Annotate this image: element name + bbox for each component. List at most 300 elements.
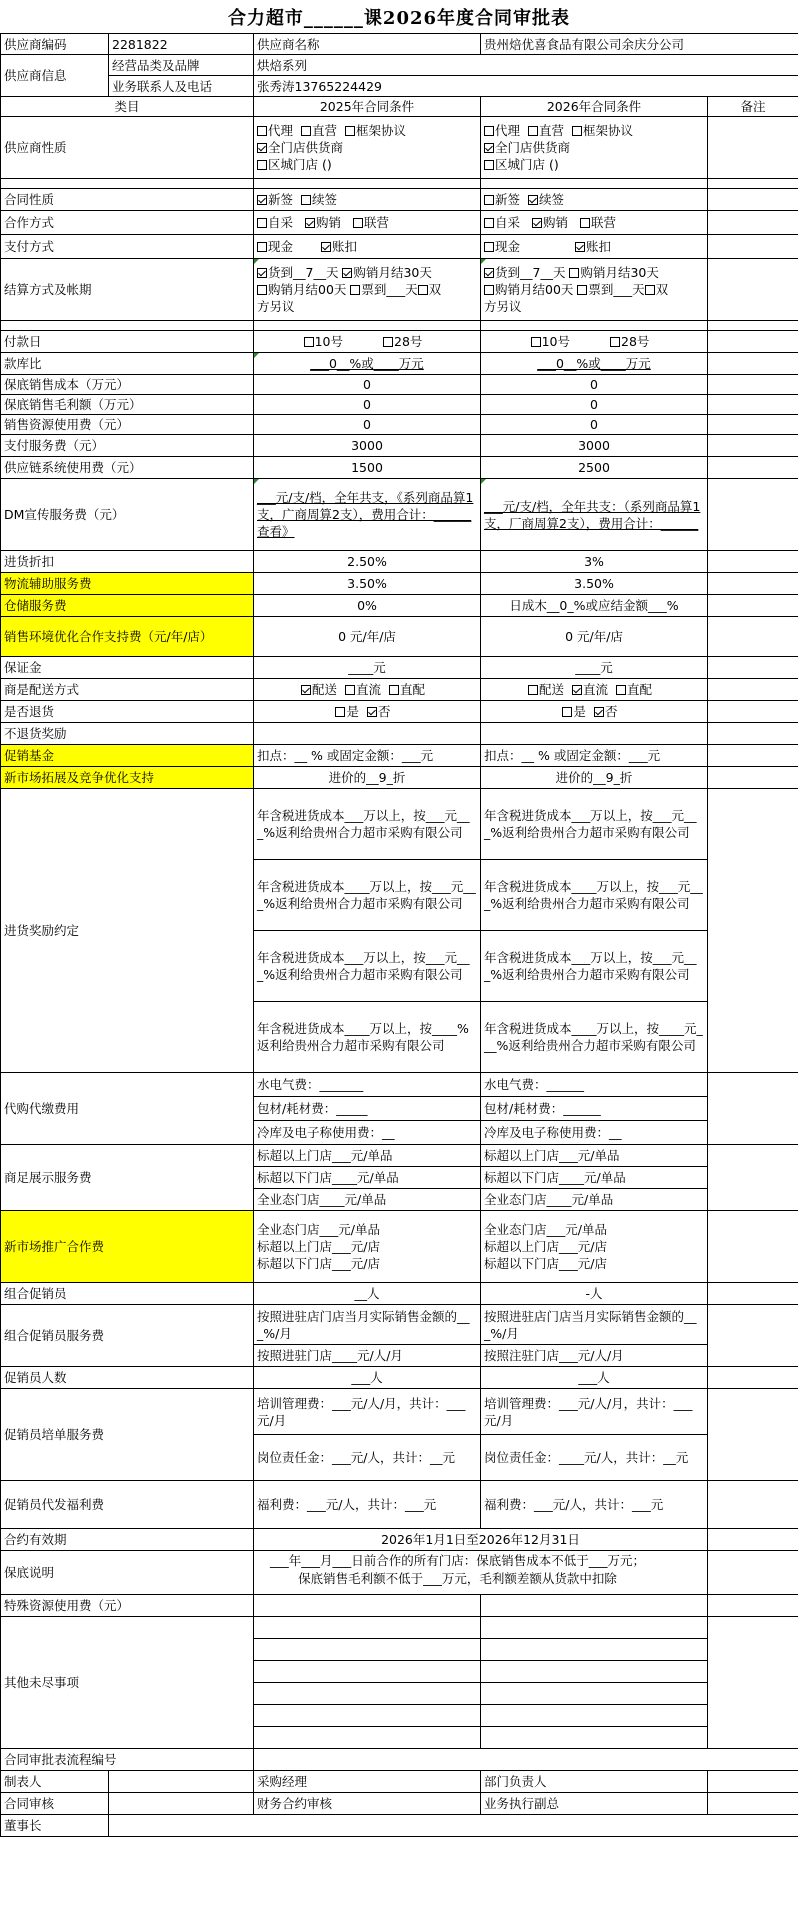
service-fee-2025[interactable]: 3000 — [254, 435, 481, 457]
remark-cell[interactable] — [708, 617, 798, 657]
promoter-service-2025-2[interactable]: 按照进驻门店____元/人/月 — [254, 1345, 481, 1367]
new-market-line: 全业态门店___元/单品 — [257, 1222, 380, 1237]
cooperation-2026 — [481, 211, 708, 235]
label-guarantee-cost: 保底销售成本（万元） — [1, 375, 254, 395]
new-market-line: 全业态门店___元/单品 — [484, 1222, 607, 1237]
remark-cell[interactable] — [708, 1617, 798, 1749]
option-label: 代理 — [495, 123, 521, 138]
no-return-reward-2026[interactable] — [481, 723, 708, 745]
spacer-cell — [708, 179, 798, 189]
other-cell[interactable] — [481, 1705, 708, 1727]
system-fee-2026[interactable]: 2500 — [481, 457, 708, 479]
option-label: 28号 — [621, 334, 650, 349]
remark-cell[interactable] — [708, 259, 798, 321]
row-return — [1, 701, 798, 723]
training-2025-2[interactable]: 岗位责任金：___元/人，共计：__元 — [254, 1435, 481, 1481]
cooperation-2025 — [254, 211, 481, 235]
new-market-line: 标超以上门店___元/店 — [257, 1239, 380, 1254]
other-cell[interactable] — [481, 1727, 708, 1749]
checkbox-day10-2026[interactable] — [531, 337, 541, 347]
checkbox-framework-2026[interactable] — [572, 126, 582, 136]
label-stock-ratio: 款库比 — [1, 353, 254, 375]
row-stock-ratio — [1, 353, 798, 375]
row-supplier-code — [1, 34, 798, 55]
deposit-2025[interactable]: ____元 — [254, 657, 481, 679]
purchase-discount-2026[interactable]: 3% — [481, 551, 708, 573]
promoter-service-2025-1[interactable]: 按照进驻店门店当月实际销售金额的___%/月 — [254, 1305, 481, 1345]
checkbox-deduct-2025[interactable] — [321, 242, 331, 252]
row-training-1 — [1, 1389, 798, 1435]
spacer-cell — [254, 179, 481, 189]
other-cell[interactable] — [481, 1617, 708, 1639]
remark-cell[interactable] — [708, 1145, 798, 1211]
checkbox-invoice-2025[interactable] — [350, 285, 360, 295]
settlement-text: 货到__7__天 — [495, 265, 570, 280]
value-supplier-name[interactable]: 贵州焙优喜食品有限公司余庆分公司 — [481, 34, 798, 55]
remark-cell[interactable] — [708, 551, 798, 573]
dm-fee-text: ___元/支/档，全年共支，《系列商品算1支，广商周算2支），费用合计：______查看》 — [257, 490, 474, 539]
remark-cell[interactable] — [708, 117, 798, 179]
checkbox-regional-2025[interactable] — [257, 160, 267, 170]
payment-2025 — [254, 235, 481, 259]
label-system-fee: 供应链系统使用费（元） — [1, 457, 254, 479]
checkbox-joint-2026[interactable] — [580, 218, 590, 228]
option-label: 框架协议 — [583, 123, 634, 138]
remark-cell[interactable] — [708, 1481, 798, 1529]
checkbox-direct-send-2025[interactable] — [389, 685, 399, 695]
checkbox-renew-2026[interactable] — [528, 195, 538, 205]
promoter-service-2026-1[interactable]: 按照进驻店门店当月实际销售金额的___%/月 — [481, 1305, 708, 1345]
row-promo-fund — [1, 745, 798, 767]
other-cell[interactable] — [481, 1661, 708, 1683]
remark-cell[interactable] — [708, 723, 798, 745]
proxy-2026-utilities[interactable]: 水电气费：______ — [481, 1073, 708, 1097]
settlement-text: 方另议 — [484, 299, 522, 314]
other-cell[interactable] — [254, 1617, 481, 1639]
special-resource-2026[interactable] — [481, 1595, 708, 1617]
option-label: 自采 — [268, 215, 294, 230]
exec-vp-sign[interactable] — [708, 1793, 798, 1815]
row-reward-1 — [1, 789, 798, 860]
label-return: 是否退货 — [1, 701, 254, 723]
label-logistics-fee: 物流辅助服务费 — [1, 573, 254, 595]
label-settlement: 结算方式及帐期 — [1, 259, 254, 321]
label-contract-review: 合同审核 — [1, 1793, 109, 1815]
option-label: 账扣 — [586, 239, 612, 254]
remark-cell[interactable] — [708, 189, 798, 211]
remark-cell[interactable] — [708, 1367, 798, 1389]
market-expansion-2026[interactable]: 进价的__9_折 — [481, 767, 708, 789]
value-supplier-code[interactable]: 2281822 — [109, 34, 254, 55]
remark-cell[interactable] — [708, 679, 798, 701]
option-label: 联营 — [591, 215, 617, 230]
spacer-cell — [481, 321, 708, 331]
deposit-2026[interactable]: ____元 — [481, 657, 708, 679]
row-spacer — [1, 321, 798, 331]
resource-fee-2026[interactable]: 0 — [481, 415, 708, 435]
display-2025-1[interactable]: 标超以上门店___元/单品 — [254, 1145, 481, 1167]
checkbox-distribution-2026[interactable] — [528, 685, 538, 695]
header-2026: 2026年合同条件 — [481, 97, 708, 117]
remark-cell[interactable] — [708, 457, 798, 479]
label-supplier-nature: 供应商性质 — [1, 117, 254, 179]
dm-fee-text: ___元/支/档，全年共支：（系列商品算1支，厂商周算2支），费用合计：______ — [484, 498, 701, 531]
row-welfare — [1, 1481, 798, 1529]
label-purchase-reward: 进货奖励约定 — [1, 789, 254, 1073]
option-label: 现金 — [268, 239, 294, 254]
label-dept-head: 部门负责人 — [481, 1771, 708, 1793]
checkbox-delivery-2026[interactable] — [484, 268, 494, 278]
remark-cell[interactable] — [708, 353, 798, 375]
reward-2026-4[interactable]: 年含税进货成本____万以上，按____元___%返利给贵州合力超市采购有限公司 — [481, 1002, 708, 1073]
remark-cell[interactable] — [708, 595, 798, 617]
display-2025-2[interactable]: 标超以下门店____元/单品 — [254, 1167, 481, 1189]
row-special-resource — [1, 1595, 798, 1617]
reward-2026-3[interactable]: 年含税进货成本___万以上，按___元___%返利给贵州合力超市采购有限公司 — [481, 931, 708, 1002]
label-finance-review: 财务合约审核 — [254, 1793, 481, 1815]
option-label: 账扣 — [332, 239, 358, 254]
checkbox-agent-2025[interactable] — [257, 126, 267, 136]
row-delivery-method — [1, 679, 798, 701]
row-service-fee — [1, 435, 798, 457]
proxy-2026-cold[interactable]: 冷库及电子称使用费：__ — [481, 1121, 708, 1145]
option-label: 10号 — [314, 334, 343, 349]
other-cell[interactable] — [254, 1639, 481, 1661]
row-guarantee-cost — [1, 375, 798, 395]
checkbox-return-yes-2025[interactable] — [335, 707, 345, 717]
display-2026-1[interactable]: 标超以上门店___元/单品 — [481, 1145, 708, 1167]
remark-cell[interactable] — [708, 1529, 798, 1551]
row-display-1 — [1, 1145, 798, 1167]
proxy-2025-packaging[interactable]: 包材/耗材费：_____ — [254, 1097, 481, 1121]
label-payment-day: 付款日 — [1, 331, 254, 353]
row-no-return-reward — [1, 723, 798, 745]
checkbox-all-stores-2025[interactable] — [257, 143, 267, 153]
label-deposit: 保证金 — [1, 657, 254, 679]
row-promoter-service-1 — [1, 1305, 798, 1345]
remark-cell[interactable] — [708, 657, 798, 679]
remark-cell[interactable] — [708, 479, 798, 551]
reward-2025-3[interactable]: 年含税进货成本___万以上，按___元___%返利给贵州合力超市采购有限公司 — [254, 931, 481, 1002]
new-market-line: 标超以下门店___元/店 — [257, 1256, 380, 1271]
promoter-group-2025[interactable]: __人 — [254, 1283, 481, 1305]
reward-2025-4[interactable]: 年含税进货成本____万以上，按____%返利给贵州合力超市采购有限公司 — [254, 1002, 481, 1073]
welfare-2026[interactable]: 福利费：___元/人，共计：___元 — [481, 1481, 708, 1529]
option-label: 新签 — [268, 192, 294, 207]
flow-number-value[interactable] — [254, 1749, 798, 1771]
label-training-fee: 促销员培单服务费 — [1, 1389, 254, 1481]
label-supplier-name: 供应商名称 — [254, 34, 481, 55]
spacer-cell — [481, 179, 708, 189]
stock-ratio-2025[interactable]: ___0__%或____万元 — [254, 353, 481, 375]
market-expansion-2025[interactable]: 进价的__9_折 — [254, 767, 481, 789]
checkbox-regional-2026[interactable] — [484, 160, 494, 170]
checkbox-cash-2025[interactable] — [257, 242, 267, 252]
settlement-text: 双 — [428, 282, 442, 297]
checkbox-direct-2026[interactable] — [528, 126, 538, 136]
checkbox-new-2025[interactable] — [257, 195, 267, 205]
remark-cell[interactable] — [708, 767, 798, 789]
value-contact[interactable]: 张秀涛13765224429 — [254, 76, 798, 97]
option-label: 续签 — [312, 192, 338, 207]
spacer-cell — [708, 321, 798, 331]
validity-value[interactable]: 2026年1月1日至2026年12月31日 — [254, 1529, 708, 1551]
row-column-headers — [1, 97, 798, 117]
row-cooperation — [1, 211, 798, 235]
checkbox-self-purchase-2026[interactable] — [484, 218, 494, 228]
settlement-text: 购销月结00天 — [495, 282, 578, 297]
label-chairman: 董事长 — [1, 1815, 109, 1837]
checkbox-direct-2025[interactable] — [301, 126, 311, 136]
row-payment — [1, 235, 798, 259]
display-2026-2[interactable]: 标超以下门店____元/单品 — [481, 1167, 708, 1189]
row-promoter-group — [1, 1283, 798, 1305]
remark-cell[interactable] — [708, 1211, 798, 1283]
other-cell[interactable] — [254, 1727, 481, 1749]
label-contract-type: 合同性质 — [1, 189, 254, 211]
checkbox-day28-2026[interactable] — [610, 337, 620, 347]
checkbox-joint-2025[interactable] — [353, 218, 363, 228]
logistics-fee-2025[interactable]: 3.50% — [254, 573, 481, 595]
training-2026-1[interactable]: 培训管理费：___元/人/月，共计：___元/月 — [481, 1389, 708, 1435]
promo-fund-2025[interactable]: 扣点：__ % 或固定金额：___元 — [254, 745, 481, 767]
label-other-matters: 其他未尽事项 — [1, 1617, 254, 1749]
checkbox-deduct-2026[interactable] — [575, 242, 585, 252]
guarantee-note-value[interactable]: ___年___月___日前合作的所有门店：保底销售成本不低于___万元；保底销售毛利额不低于___万元，毛利额差额从货款中扣除 — [254, 1551, 708, 1595]
label-service-fee: 支付服务费（元） — [1, 435, 254, 457]
row-other-1 — [1, 1617, 798, 1639]
label-display-fee: 商足展示服务费 — [1, 1145, 254, 1211]
page-title: 合力超市______课2026年度合同审批表 — [227, 7, 571, 29]
option-label: 自采 — [495, 215, 521, 230]
option-label: 否 — [605, 704, 618, 719]
settlement-text: 票到___天 — [588, 282, 645, 297]
row-contract-type — [1, 189, 798, 211]
other-cell[interactable] — [481, 1683, 708, 1705]
row-sign-3 — [1, 1815, 798, 1837]
option-label: 联营 — [364, 215, 390, 230]
checkbox-agent-2026[interactable] — [484, 126, 494, 136]
row-proxy-1 — [1, 1073, 798, 1097]
proxy-2026-packaging[interactable]: 包材/耗材费：______ — [481, 1097, 708, 1121]
remark-cell[interactable] — [708, 1073, 798, 1145]
special-resource-2025[interactable] — [254, 1595, 481, 1617]
checkbox-sales-monthly-2025[interactable] — [257, 285, 267, 295]
welfare-2025[interactable]: 福利费：___元/人，共计：___元 — [254, 1481, 481, 1529]
dept-head-sign[interactable] — [708, 1771, 798, 1793]
checkbox-cash-2026[interactable] — [484, 242, 494, 252]
checkbox-self-purchase-2025[interactable] — [257, 218, 267, 228]
no-return-reward-2025[interactable] — [254, 723, 481, 745]
remark-cell[interactable] — [708, 395, 798, 415]
display-2025-3[interactable]: 全业态门店____元/单品 — [254, 1189, 481, 1211]
option-label: 直营 — [539, 123, 565, 138]
row-system-fee — [1, 457, 798, 479]
label-guarantee-note: 保底说明 — [1, 1551, 254, 1595]
checkbox-consignment-2025[interactable] — [305, 218, 315, 228]
row-env-fee — [1, 617, 798, 657]
promo-fund-2026[interactable]: 扣点：__ % 或固定金额：___元 — [481, 745, 708, 767]
contract-review-sign[interactable] — [109, 1793, 254, 1815]
service-fee-2026[interactable]: 3000 — [481, 435, 708, 457]
training-2026-2[interactable]: 岗位责任金：____元/人，共计：__元 — [481, 1435, 708, 1481]
stock-ratio-2026[interactable]: ___0__%或____万元 — [481, 353, 708, 375]
row-purchase-discount — [1, 551, 798, 573]
checkbox-day28-2025[interactable] — [383, 337, 393, 347]
logistics-fee-2026[interactable]: 3.50% — [481, 573, 708, 595]
label-resource-fee: 销售资源使用费（元） — [1, 415, 254, 435]
label-special-resource: 特殊资源使用费（元） — [1, 1595, 254, 1617]
remark-cell[interactable] — [708, 331, 798, 353]
remark-cell[interactable] — [708, 745, 798, 767]
checkbox-consignment-2026[interactable] — [532, 218, 542, 228]
checkbox-direct-flow-2025[interactable] — [345, 685, 355, 695]
env-fee-2025[interactable]: 0 元/年/店 — [254, 617, 481, 657]
other-cell[interactable] — [254, 1661, 481, 1683]
option-label: 续签 — [539, 192, 565, 207]
row-guarantee-note — [1, 1551, 798, 1595]
checkbox-return-no-2026[interactable] — [594, 707, 604, 717]
label-flow-number: 合同审批表流程编号 — [1, 1749, 254, 1771]
label-preparer: 制表人 — [1, 1771, 109, 1793]
checkbox-invoice-2026[interactable] — [577, 285, 587, 295]
option-label: 区城门店 () — [268, 157, 332, 172]
new-market-2026[interactable] — [481, 1211, 708, 1283]
new-market-line: 标超以上门店___元/店 — [484, 1239, 607, 1254]
warehouse-fee-2026[interactable]: 日成木__0_%或应结金额___% — [481, 595, 708, 617]
row-guarantee-margin — [1, 395, 798, 415]
option-label: 直流 — [582, 682, 608, 697]
remark-cell[interactable] — [708, 573, 798, 595]
settlement-text: 货到__7__天 — [268, 265, 343, 280]
remark-cell[interactable] — [708, 1595, 798, 1617]
remark-cell[interactable] — [708, 211, 798, 235]
promoter-group-2026[interactable]: -人 — [481, 1283, 708, 1305]
remark-cell[interactable] — [708, 789, 798, 1073]
remark-cell[interactable] — [708, 701, 798, 723]
remark-cell[interactable] — [708, 1283, 798, 1305]
payment-2026 — [481, 235, 708, 259]
header-remark: 备注 — [708, 97, 798, 117]
settlement-text: 购销月结30天 — [580, 265, 659, 280]
remark-cell[interactable] — [708, 1551, 798, 1595]
purchase-discount-2025[interactable]: 2.50% — [254, 551, 481, 573]
option-label: 直营 — [312, 123, 338, 138]
remark-cell[interactable] — [708, 415, 798, 435]
reward-2025-2[interactable]: 年含税进货成本____万以上，按___元___%返利给贵州合力超市采购有限公司 — [254, 860, 481, 931]
option-label: 新签 — [495, 192, 521, 207]
remark-cell[interactable] — [708, 435, 798, 457]
value-category-brand[interactable]: 烘焙系列 — [254, 55, 798, 76]
remark-cell[interactable] — [708, 375, 798, 395]
checkbox-new-2026[interactable] — [484, 195, 494, 205]
checkbox-day10-2025[interactable] — [304, 337, 314, 347]
row-warehouse-fee — [1, 595, 798, 617]
reward-2025-1[interactable]: 年含税进货成本___万以上，按___元___%返利给贵州合力超市采购有限公司 — [254, 789, 481, 860]
row-deposit — [1, 657, 798, 679]
checkbox-monthly-2025[interactable] — [342, 268, 352, 278]
promoter-service-2026-2[interactable]: 按照注驻门店___元/人/月 — [481, 1345, 708, 1367]
label-dm-fee: DM宣传服务费（元） — [1, 479, 254, 551]
checkbox-other-2026[interactable] — [645, 285, 655, 295]
warehouse-fee-2025[interactable]: 0% — [254, 595, 481, 617]
system-fee-2025[interactable]: 1500 — [254, 457, 481, 479]
label-purchase-discount: 进货折扣 — [1, 551, 254, 573]
reward-2026-2[interactable]: 年含税进货成本____万以上，按___元___%返利给贵州合力超市采购有限公司 — [481, 860, 708, 931]
row-validity — [1, 1529, 798, 1551]
option-label: 直配 — [627, 682, 653, 697]
option-label: 直流 — [355, 682, 381, 697]
guarantee-margin-2026[interactable]: 0 — [481, 395, 708, 415]
row-market-expansion — [1, 767, 798, 789]
option-label: 直配 — [400, 682, 426, 697]
row-logistics-fee — [1, 573, 798, 595]
new-market-2025[interactable] — [254, 1211, 481, 1283]
reward-2026-1[interactable]: 年含税进货成本___万以上，按___元___%返利给贵州合力超市采购有限公司 — [481, 789, 708, 860]
guarantee-cost-2026[interactable]: 0 — [481, 375, 708, 395]
checkbox-direct-send-2026[interactable] — [616, 685, 626, 695]
other-cell[interactable] — [254, 1683, 481, 1705]
dm-fee-2025[interactable] — [254, 479, 481, 551]
row-resource-fee — [1, 415, 798, 435]
label-welfare: 促销员代发福利费 — [1, 1481, 254, 1529]
guarantee-margin-2025[interactable]: 0 — [254, 395, 481, 415]
resource-fee-2025[interactable]: 0 — [254, 415, 481, 435]
remark-cell[interactable] — [708, 1389, 798, 1481]
contract-type-2025 — [254, 189, 481, 211]
display-2026-3[interactable]: 全业态门店____元/单品 — [481, 1189, 708, 1211]
remark-cell[interactable] — [708, 235, 798, 259]
option-label: 全门店供货商 — [495, 140, 571, 155]
promoter-count-2025[interactable]: ___人 — [254, 1367, 481, 1389]
settlement-text: 购销月结00天 — [268, 282, 351, 297]
new-market-line: 标超以下门店___元/店 — [484, 1256, 607, 1271]
checkbox-other-2025[interactable] — [418, 285, 428, 295]
env-fee-2026[interactable]: 0 元/年/店 — [481, 617, 708, 657]
checkbox-distribution-2025[interactable] — [301, 685, 311, 695]
proxy-2025-cold[interactable]: 冷库及电子称使用费：__ — [254, 1121, 481, 1145]
checkbox-framework-2025[interactable] — [345, 126, 355, 136]
other-cell[interactable] — [481, 1639, 708, 1661]
label-promo-fund: 促销基金 — [1, 745, 254, 767]
delivery-2025 — [254, 679, 481, 701]
preparer-sign[interactable] — [109, 1771, 254, 1793]
promoter-count-2026[interactable]: ___人 — [481, 1367, 708, 1389]
checkbox-direct-flow-2026[interactable] — [572, 685, 582, 695]
remark-cell[interactable] — [708, 1305, 798, 1367]
checkbox-sales-monthly-2026[interactable] — [484, 285, 494, 295]
checkbox-return-no-2025[interactable] — [367, 707, 377, 717]
dm-fee-2026[interactable] — [481, 479, 708, 551]
checkbox-delivery-2025[interactable] — [257, 268, 267, 278]
label-no-return-reward: 不退货奖励 — [1, 723, 254, 745]
proxy-2025-utilities[interactable]: 水电气费：_______ — [254, 1073, 481, 1097]
training-2025-1[interactable]: 培训管理费：___元/人/月，共计：___元/月 — [254, 1389, 481, 1435]
chairman-sign[interactable] — [109, 1815, 798, 1837]
other-cell[interactable] — [254, 1705, 481, 1727]
checkbox-renew-2025[interactable] — [301, 195, 311, 205]
label-env-fee: 销售环境优化合作支持费（元/年/店） — [1, 617, 254, 657]
contract-type-2026 — [481, 189, 708, 211]
checkbox-return-yes-2026[interactable] — [562, 707, 572, 717]
guarantee-cost-2025[interactable]: 0 — [254, 375, 481, 395]
checkbox-monthly-2026[interactable] — [569, 268, 579, 278]
row-spacer — [1, 179, 798, 189]
checkbox-all-stores-2026[interactable] — [484, 143, 494, 153]
label-market-expansion: 新市场拓展及竞争优化支持 — [1, 767, 254, 789]
option-label: 区城门店 () — [495, 157, 559, 172]
row-dm-fee — [1, 479, 798, 551]
